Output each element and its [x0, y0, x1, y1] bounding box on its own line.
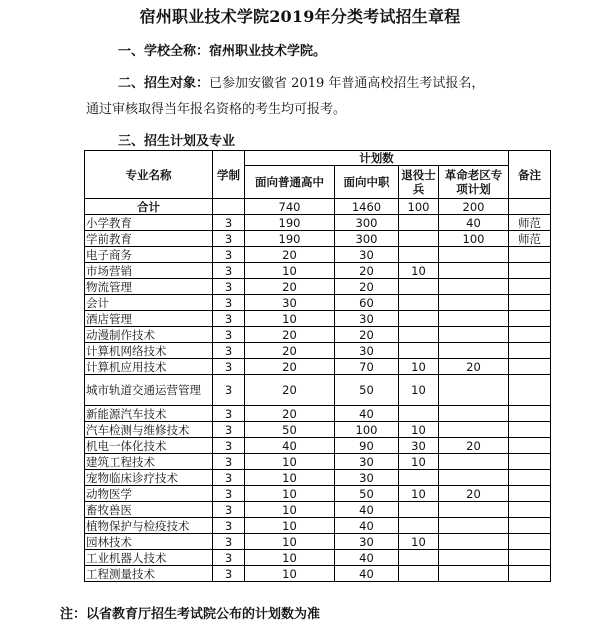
cell-major: 植物保护与检疫技术: [85, 518, 213, 534]
cell-years: 3: [213, 486, 245, 502]
cell-remarks: [509, 422, 551, 438]
total-high-school: 740: [245, 199, 335, 215]
cell-old-revolutionary: [439, 279, 509, 295]
cell-vocational: 40: [335, 566, 399, 582]
cell-years: 3: [213, 343, 245, 359]
cell-major: 工程测量技术: [85, 566, 213, 582]
cell-years: 3: [213, 470, 245, 486]
total-remarks: [509, 199, 551, 215]
cell-veterans: 30: [399, 438, 439, 454]
cell-vocational: 30: [335, 470, 399, 486]
cell-high-school: 10: [245, 311, 335, 327]
cell-remarks: [509, 279, 551, 295]
table-row: [85, 375, 551, 406]
cell-remarks: [509, 486, 551, 502]
cell-major: 宠物临床诊疗技术: [85, 470, 213, 486]
cell-high-school: 10: [245, 263, 335, 279]
cell-old-revolutionary: 20: [439, 438, 509, 454]
cell-veterans: [399, 518, 439, 534]
cell-vocational: 30: [335, 343, 399, 359]
table-row: [85, 231, 551, 247]
cell-years: 3: [213, 311, 245, 327]
cell-remarks: 师范: [509, 231, 551, 247]
section-school-name-text: 宿州职业技术学院。: [209, 44, 327, 59]
cell-old-revolutionary: [439, 566, 509, 582]
cell-years: 3: [213, 438, 245, 454]
cell-vocational: 40: [335, 518, 399, 534]
cell-vocational: 50: [335, 486, 399, 502]
cell-high-school: 10: [245, 534, 335, 550]
cell-old-revolutionary: [439, 375, 509, 406]
footnote: 注：以省教育厅招生考试院公布的计划数为准: [60, 607, 321, 622]
cell-vocational: 70: [335, 359, 399, 375]
cell-remarks: [509, 518, 551, 534]
section-admission-target-text: 已参加安徽省 2019 年普通高校招生考试报名，: [209, 76, 485, 91]
cell-remarks: [509, 375, 551, 406]
cell-vocational: 30: [335, 311, 399, 327]
cell-remarks: [509, 406, 551, 422]
cell-major: 计算机网络技术: [85, 343, 213, 359]
cell-high-school: 20: [245, 343, 335, 359]
cell-years: 3: [213, 550, 245, 566]
cell-veterans: [399, 327, 439, 343]
total-vocational: 1460: [335, 199, 399, 215]
cell-veterans: 10: [399, 359, 439, 375]
cell-remarks: [509, 247, 551, 263]
cell-remarks: 师范: [509, 215, 551, 231]
cell-major: 计算机应用技术: [85, 359, 213, 375]
cell-high-school: 190: [245, 215, 335, 231]
table-row: [85, 454, 551, 470]
section-admission-target-label: 二、招生对象：: [118, 76, 210, 91]
cell-vocational: 50: [335, 375, 399, 406]
cell-major: 酒店管理: [85, 311, 213, 327]
cell-veterans: [399, 566, 439, 582]
cell-years: 3: [213, 454, 245, 470]
cell-high-school: 20: [245, 406, 335, 422]
cell-old-revolutionary: [439, 422, 509, 438]
header-major: 专业名称: [85, 151, 213, 199]
cell-years: 3: [213, 566, 245, 582]
table-row: [85, 534, 551, 550]
header-veterans: 退役士兵: [399, 166, 439, 199]
cell-veterans: [399, 311, 439, 327]
cell-veterans: 10: [399, 454, 439, 470]
cell-high-school: 30: [245, 295, 335, 311]
cell-remarks: [509, 311, 551, 327]
cell-remarks: [509, 295, 551, 311]
cell-high-school: 20: [245, 359, 335, 375]
cell-veterans: [399, 231, 439, 247]
total-old-revolutionary: 200: [439, 199, 509, 215]
cell-years: 3: [213, 502, 245, 518]
table-row: [85, 359, 551, 375]
cell-old-revolutionary: [439, 343, 509, 359]
cell-old-revolutionary: 40: [439, 215, 509, 231]
cell-high-school: 40: [245, 438, 335, 454]
cell-major: 动物医学: [85, 486, 213, 502]
header-years: 学制: [213, 151, 245, 199]
cell-vocational: 40: [335, 550, 399, 566]
cell-years: 3: [213, 215, 245, 231]
cell-old-revolutionary: [439, 406, 509, 422]
total-label: 合计: [85, 199, 213, 215]
cell-remarks: [509, 359, 551, 375]
cell-old-revolutionary: [439, 295, 509, 311]
cell-years: 3: [213, 359, 245, 375]
cell-remarks: [509, 470, 551, 486]
cell-veterans: 10: [399, 263, 439, 279]
total-veterans: 100: [399, 199, 439, 215]
table-row: [85, 343, 551, 359]
cell-years: 3: [213, 422, 245, 438]
total-years: [213, 199, 245, 215]
table-row: [85, 263, 551, 279]
cell-high-school: 10: [245, 518, 335, 534]
cell-vocational: 20: [335, 327, 399, 343]
cell-veterans: 10: [399, 534, 439, 550]
cell-old-revolutionary: [439, 327, 509, 343]
cell-vocational: 30: [335, 454, 399, 470]
cell-old-revolutionary: 20: [439, 486, 509, 502]
cell-vocational: 20: [335, 263, 399, 279]
table-row: [85, 550, 551, 566]
cell-veterans: 10: [399, 486, 439, 502]
cell-major: 工业机器人技术: [85, 550, 213, 566]
cell-years: 3: [213, 406, 245, 422]
cell-major: 新能源汽车技术: [85, 406, 213, 422]
cell-old-revolutionary: [439, 534, 509, 550]
cell-remarks: [509, 502, 551, 518]
table-row: [85, 566, 551, 582]
cell-major: 机电一体化技术: [85, 438, 213, 454]
cell-veterans: [399, 343, 439, 359]
cell-high-school: 20: [245, 279, 335, 295]
cell-veterans: [399, 406, 439, 422]
cell-old-revolutionary: 20: [439, 359, 509, 375]
cell-vocational: 300: [335, 231, 399, 247]
cell-high-school: 10: [245, 550, 335, 566]
cell-remarks: [509, 566, 551, 582]
cell-major: 市场营销: [85, 263, 213, 279]
cell-old-revolutionary: [439, 502, 509, 518]
cell-high-school: 10: [245, 470, 335, 486]
cell-vocational: 300: [335, 215, 399, 231]
header-old-revolutionary: 革命老区专项计划: [439, 166, 509, 199]
cell-vocational: 100: [335, 422, 399, 438]
cell-old-revolutionary: [439, 247, 509, 263]
table-row: [85, 502, 551, 518]
header-plan: 计划数: [245, 151, 509, 166]
cell-vocational: 90: [335, 438, 399, 454]
table-row: [85, 422, 551, 438]
cell-high-school: 20: [245, 327, 335, 343]
document-title: 宿州职业技术学院2019年分类考试招生章程: [139, 7, 461, 26]
cell-old-revolutionary: 100: [439, 231, 509, 247]
cell-remarks: [509, 327, 551, 343]
section-school-name: [118, 40, 326, 59]
table-row: [85, 438, 551, 454]
cell-veterans: [399, 470, 439, 486]
cell-vocational: 20: [335, 279, 399, 295]
cell-veterans: [399, 279, 439, 295]
cell-veterans: [399, 550, 439, 566]
cell-vocational: 30: [335, 534, 399, 550]
cell-high-school: 20: [245, 375, 335, 406]
section-admission-target-cont: 通过审核取得当年报名资格的考生均可报考。: [86, 102, 347, 117]
section-plan-heading: 三、招生计划及专业: [118, 134, 236, 149]
cell-major: 汽车检测与维修技术: [85, 422, 213, 438]
cell-years: 3: [213, 263, 245, 279]
cell-major: 畜牧兽医: [85, 502, 213, 518]
cell-old-revolutionary: [439, 311, 509, 327]
cell-high-school: 50: [245, 422, 335, 438]
cell-old-revolutionary: [439, 263, 509, 279]
cell-major: 学前教育: [85, 231, 213, 247]
section-admission-target: [118, 72, 484, 91]
cell-vocational: 60: [335, 295, 399, 311]
cell-remarks: [509, 343, 551, 359]
cell-major: 小学教育: [85, 215, 213, 231]
cell-major: 城市轨道交通运营管理: [85, 375, 213, 406]
cell-remarks: [509, 438, 551, 454]
cell-vocational: 40: [335, 406, 399, 422]
cell-remarks: [509, 263, 551, 279]
header-high-school: 面向普通高中: [245, 166, 335, 199]
cell-veterans: [399, 502, 439, 518]
cell-remarks: [509, 550, 551, 566]
cell-vocational: 40: [335, 502, 399, 518]
section-school-name-label: 一、学校全称：: [118, 44, 210, 59]
cell-major: 物流管理: [85, 279, 213, 295]
table-row: [85, 470, 551, 486]
cell-years: 3: [213, 518, 245, 534]
table-row: [85, 279, 551, 295]
table-row: [85, 406, 551, 422]
header-remarks: 备注: [509, 151, 551, 199]
cell-old-revolutionary: [439, 454, 509, 470]
table-row: [85, 518, 551, 534]
cell-high-school: 10: [245, 454, 335, 470]
cell-years: 3: [213, 534, 245, 550]
cell-years: 3: [213, 327, 245, 343]
cell-veterans: 10: [399, 375, 439, 406]
cell-high-school: 10: [245, 486, 335, 502]
enrollment-plan-table: [84, 150, 551, 582]
cell-remarks: [509, 534, 551, 550]
table-row: [85, 247, 551, 263]
table-row: [85, 311, 551, 327]
cell-veterans: [399, 215, 439, 231]
table-row: [85, 215, 551, 231]
table-row: [85, 327, 551, 343]
table-header-row: [85, 151, 551, 166]
cell-high-school: 190: [245, 231, 335, 247]
table-total-row: [85, 199, 551, 215]
cell-old-revolutionary: [439, 518, 509, 534]
cell-remarks: [509, 454, 551, 470]
cell-major: 建筑工程技术: [85, 454, 213, 470]
cell-vocational: 30: [335, 247, 399, 263]
cell-veterans: [399, 295, 439, 311]
header-vocational: 面向中职: [335, 166, 399, 199]
table-row: [85, 295, 551, 311]
cell-major: 电子商务: [85, 247, 213, 263]
cell-years: 3: [213, 375, 245, 406]
cell-major: 动漫制作技术: [85, 327, 213, 343]
cell-old-revolutionary: [439, 550, 509, 566]
cell-veterans: 10: [399, 422, 439, 438]
cell-high-school: 10: [245, 566, 335, 582]
cell-veterans: [399, 247, 439, 263]
cell-years: 3: [213, 247, 245, 263]
cell-major: 会计: [85, 295, 213, 311]
cell-high-school: 10: [245, 502, 335, 518]
cell-old-revolutionary: [439, 470, 509, 486]
cell-years: 3: [213, 295, 245, 311]
cell-years: 3: [213, 279, 245, 295]
table-row: [85, 486, 551, 502]
cell-high-school: 20: [245, 247, 335, 263]
cell-years: 3: [213, 231, 245, 247]
cell-major: 园林技术: [85, 534, 213, 550]
